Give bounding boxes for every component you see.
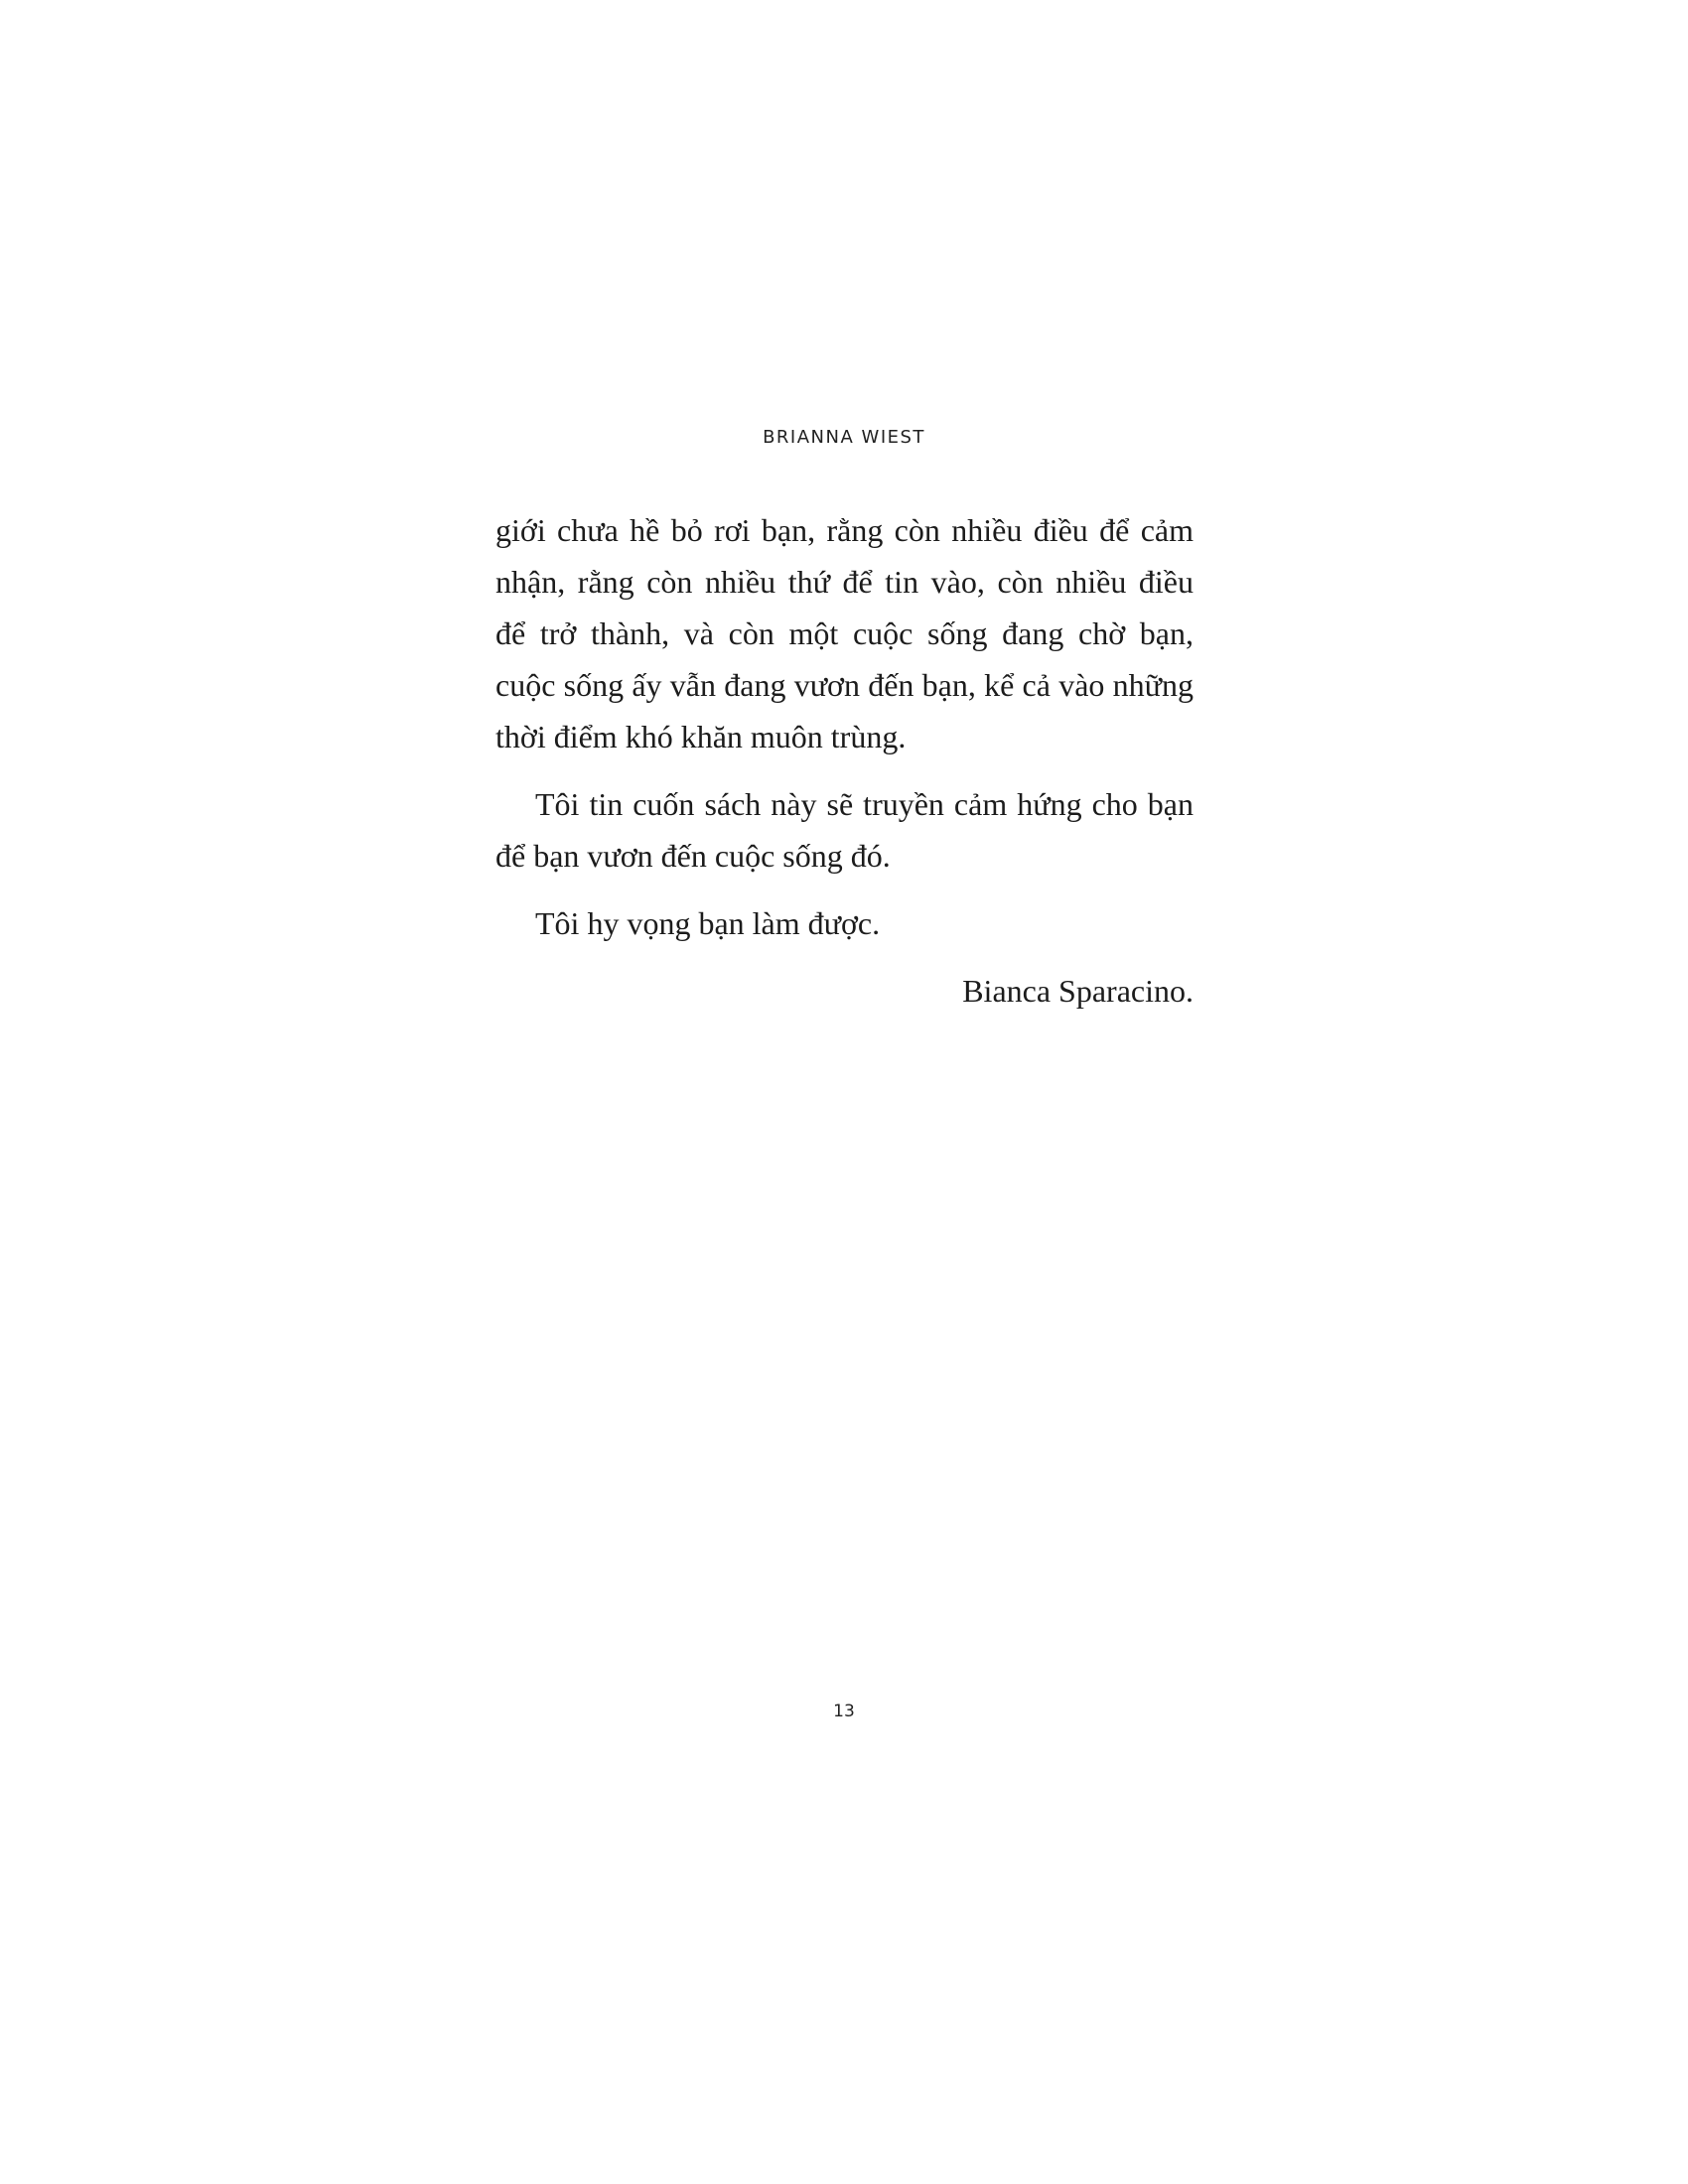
paragraph-1 bbox=[495, 504, 1194, 762]
running-header: BRIANNA WIEST bbox=[763, 427, 925, 448]
text-line: để bạn vươn đến cuộc sống đó. bbox=[495, 838, 891, 874]
page-number: 13 bbox=[833, 1702, 855, 1721]
signature: Bianca Sparacino. bbox=[962, 973, 1194, 1009]
text-line: nhận, rằng còn nhiều thứ để tin vào, còn nhiều điều bbox=[495, 564, 1194, 600]
text-line: Tôi tin cuốn sách này sẽ truyền cảm hứng cho bạn bbox=[535, 786, 1194, 822]
text-line: thời điểm khó khăn muôn trùng. bbox=[495, 719, 907, 754]
signature-block bbox=[495, 965, 1194, 1017]
text-line: để trở thành, và còn một cuộc sống đang chờ bạn, bbox=[495, 615, 1194, 651]
paragraph-3 bbox=[495, 897, 1194, 949]
paragraph-2 bbox=[495, 778, 1194, 882]
text-line: giới chưa hề bỏ rơi bạn, rằng còn nhiều điều để cảm bbox=[495, 512, 1194, 548]
text-line: cuộc sống ấy vẫn đang vươn đến bạn, kể cả vào những bbox=[495, 667, 1194, 703]
body-text bbox=[495, 504, 1194, 1017]
text-line: Tôi hy vọng bạn làm được. bbox=[535, 905, 881, 941]
